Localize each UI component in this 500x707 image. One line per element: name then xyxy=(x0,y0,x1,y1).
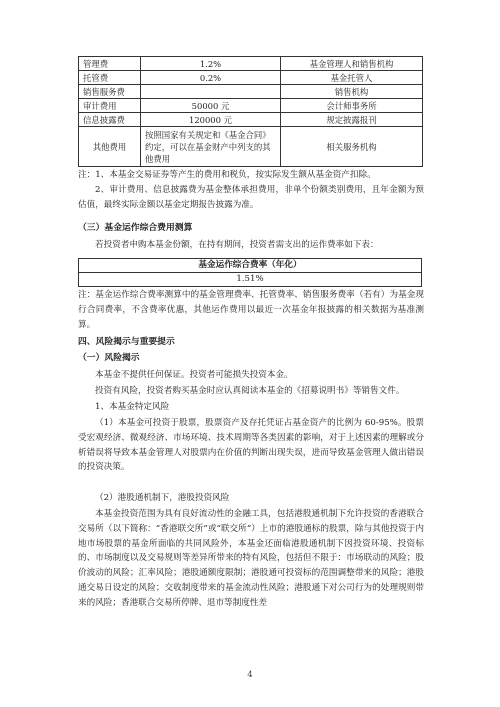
table-row xyxy=(79,57,423,71)
rate-table xyxy=(78,258,422,287)
fee-name: 审计费用 xyxy=(79,99,141,113)
fee-value xyxy=(141,85,281,99)
fee-value: 按照国家有关规定和《基金合同》约定，可以在基金财产中列支的其他费用 xyxy=(141,127,281,167)
fee-value: 0.2% xyxy=(141,71,281,85)
fee-recipient: 相关服务机构 xyxy=(281,127,423,167)
section-3-text: 若投资者申购本基金份额，在持有期间，投资者需支出的运作费率如下表： xyxy=(95,240,379,250)
rate-note: 注：基金运作综合费率测算中的基金管理费率、托管费率、销售服务费率（若有）为基金现行合同费率，不含费率优惠，其他运作费用以最近一次基金年报披露的相关数据为基准测算。 xyxy=(78,290,424,330)
fee-note-2: 2、审计费用、信息披露费为基金整体承担费用，非单个份额类别费用，且年金额为预估值，最终实际金额以基金定期报告披露为准。 xyxy=(78,185,424,210)
risk-item-2-title: （2）港股通机制下，港股投资风险 xyxy=(95,493,230,503)
fee-value: 120000 元 xyxy=(141,113,281,127)
risk-paragraph-2: 投资有风险，投资者购买基金时应认真阅读本基金的《招募说明书》等销售文件。 xyxy=(95,386,405,396)
risk-subheading-1: 1、本基金特定风险 xyxy=(95,402,170,412)
table-row xyxy=(79,259,422,273)
risk-item-2-text: 本基金投资范围为具有良好流动性的金融工具，包括港股通机制下允许投资的香港联合交易所（以下简称：“香港联交所”或“联交所”）上市的港股通标的股票，除与其他投资于内地市场股票的基金所面临的共同风险外，本基金还面临港股通机制下因投资环境、投资标的、市场制度以及交易规则等差异所带来的特有风险，包括但不限于：市场联动的风险；股价波动的风险；汇率风险；港股通额度限制；港股通可投资标的范围调整带来的风险；港股通交易日设定的风险；交收制度带来的基金流动性风险；港股通下对公司行为的处理规则带来的风险；香港联合交易所停牌、退市等制度性差 xyxy=(78,509,424,608)
fee-recipient: 基金托管人 xyxy=(281,71,423,85)
fee-name: 托管费 xyxy=(79,71,141,85)
section-4-title: 四、风险揭示与重要提示 xyxy=(78,337,175,347)
fee-table xyxy=(78,56,423,167)
fee-recipient: 规定披露报刊 xyxy=(281,113,423,127)
fee-value: 50000 元 xyxy=(141,99,281,113)
table-row xyxy=(79,127,423,167)
fee-value: 1.2% xyxy=(141,57,281,71)
section-3-title: （三）基金运作综合费用测算 xyxy=(78,223,193,233)
table-row xyxy=(79,113,423,127)
risk-item-1: （1）本基金可投资于股票，股票资产及存托凭证占基金资产的比例为 60-95%。股票受宏观经济、微观经济、市场环境、技术周期等各类因素的影响，对于上述因素的理解或分析错误将导致本基金管理人对股票内在价值的判断出现失误，进而导致基金管理人做出错误的投资决策。 xyxy=(78,418,424,473)
table-row xyxy=(79,99,423,113)
fee-name: 管理费 xyxy=(79,57,141,71)
fee-recipient: 基金管理人和销售机构 xyxy=(281,57,423,71)
risk-paragraph-1: 本基金不提供任何保证。投资者可能损失投资本金。 xyxy=(95,370,293,380)
fee-name: 信息披露费 xyxy=(79,113,141,127)
risk-title: （一）风险揭示 xyxy=(78,353,140,363)
fee-recipient: 销售机构 xyxy=(281,85,423,99)
fee-recipient: 会计师事务所 xyxy=(281,99,423,113)
table-row xyxy=(79,85,423,99)
rate-value: 1.51% xyxy=(79,273,422,287)
fee-note-1: 注：1、本基金交易证券等产生的费用和税负，按实际发生额从基金资产扣除。 xyxy=(78,170,376,180)
table-row xyxy=(79,71,423,85)
fee-name: 销售服务费 xyxy=(79,85,141,99)
page-number: 4 xyxy=(247,670,253,680)
rate-header: 基金运作综合费率（年化） xyxy=(79,259,422,273)
fee-name: 其他费用 xyxy=(79,127,141,167)
table-row xyxy=(79,273,422,287)
